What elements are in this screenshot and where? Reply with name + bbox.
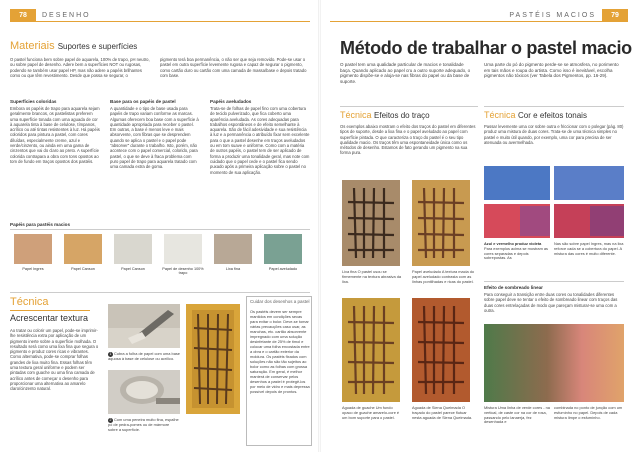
col-b-text: A quantidade e o tipo de base usada para papéis de trapo variam conforme as marcas. Algumas oferecem boa base com a superfície à quantidade apropriada para receber o pastel. Em outras, a base é menos leve e mais absorvente, com fibras que se desprendem quando se aplica o pastel e o papel pode "absorver" durante o trabalho. Isto, porém, não acontece com o papel comercial, colorido, para pastel, o que se deve à fraca problema com puro papel de trapo para aquarela tratado com uma camada extra de goma.: [110, 106, 199, 170]
azul-verm-caption2: Nas são sobre papel Ingres, mas na lixa reforce cada se a cobertura do papel. A mistura das cores é muito diferente.: [554, 241, 624, 256]
aveludado-sample-photo: [412, 180, 470, 266]
step2-photo: [108, 370, 180, 414]
step1-number-icon: 1: [109, 352, 112, 356]
aveludado-caption: Papel aveludado A textura macia do papel aveludado contrasta com as linhas pontilhadas e ricas do pastel.: [412, 269, 475, 284]
tecnica1-subtitle: Efeitos do traço: [374, 111, 430, 120]
swatch-label: Papel Canson: [71, 267, 95, 271]
left-page-header: [10, 9, 310, 21]
tecnica1-rule: [340, 106, 478, 107]
tecnica1-text: Os exemplos abaixo mostram o efeito dos traços do pastel em diferentes tipos de suporte, desde a lixa fina e o papel aveludado ao papel com superfície pintada. O que caracteriza o traço do pastel é o seu tipo qualidade macio. Os traços têm uma espontaneidade única como os métodos de desenho. Estamos de fato gerando um pigmento na sua forma pura.: [340, 124, 476, 156]
col-a-heading: Superfícies coloridas: [10, 99, 57, 104]
tecnica1-title-text: Técnica: [340, 110, 372, 120]
col-a-text: Embora os papéis de trapo para aquarela sejam geralmente brancos, os pastelistas preferem uma superfície tonada com uma aguada de cor à aquarela tinta à base de celulose, tímpanos, acrílico ou até tintas resistentes à luz. Há papéis coloridos para pintura a pastel, com cores diluídas, especialmente creme, azul e verde/cinzento, ou ainda em uma gama de cinzentos que vai do claro ao preto. A superfície colorida contrapara a obra com tons opostos ao tom de fundo em traços opostos dos pastéis.: [10, 106, 100, 164]
azul-verm-caption: [484, 242, 550, 261]
tecnica-subtitle: Acrescentar textura: [10, 313, 89, 323]
tecnica1-title: [340, 110, 430, 120]
tecnica2-text: Passar levemente uma cor sobre outra e friccionar com o polegar (pág. 80) produz uma mistura de duas cores. Trata-se de uma técnica simples no pastel e muito útil quando, por exemplo, uma cor para precisa de ser atenuada ou avermelhada.: [484, 124, 624, 145]
materiais-title-text: Materiais: [10, 40, 55, 52]
right-page-header: [330, 9, 628, 21]
swatch-3: [164, 234, 202, 264]
intro-col2: pigmento terá boa permanência, o não ser que seja removido. Pode-se usar o pastel em outra superfície levemente rugosa e capaz de segurar o pigmento, como cartão duro ou cartão com uma camada de massa/base e depois tratado com base.: [160, 57, 307, 78]
left-page-number: 78: [10, 9, 36, 21]
guache-sample-photo: [342, 298, 400, 402]
swatch-label: Papel de desenho 100% trapo: [162, 267, 204, 275]
step1-caption: [108, 352, 180, 362]
swatch-1: [64, 234, 102, 264]
tecnica2-title-text: Técnica: [484, 110, 516, 120]
tecnica-title: Técnica: [10, 296, 49, 308]
cuidar-title: Cuidar dos desenhos a pastel: [250, 299, 310, 304]
swatch-4: [214, 234, 252, 264]
step1-caption-text: Cubra a folha de papel com uma base aquosa à base de celulose ou acrílico.: [108, 351, 180, 361]
tecnica-title-rule: [10, 310, 90, 311]
swatch-label: Papel Canson: [121, 267, 145, 271]
lixa-caption: Lixa fina O pastel usou se firmemente na textura abrasiva da lixa.: [342, 269, 402, 284]
textured-pastel-photo: [186, 304, 240, 414]
mistura-caption: Mistura Uma linha de verde cores - na vertical, de caste cor na cor de rosa, passando pelo lanaerja, fez desenhada e: [484, 405, 550, 425]
col-b-heading: Base para os papéis de pastel: [110, 99, 176, 104]
tecnica-top-rule: [10, 292, 310, 293]
cuidar-text: Os pastéis devem ser sempre mantidos em condições secas para evitar o bolor. Deve-se tomar várias precauções caso usar, as manchas, etc. cartão absorvente impregnado com uma solução desinfetante de 25% de timol e colocar uma folha encostada entre a obra e o cartão exterior da moldura. Os pastéis fixados com soluções não são tão sujeitos ao bolor como as folhas com grossa saturação. Em geral, é melhor manterá de conservar pelos desenhos a pastel é protegê-los por meio de vidro e mais depressa possível depois de prontos.: [250, 309, 310, 394]
azul-verm-caption-title: Azul e vermelho produz violeta: [484, 241, 542, 246]
right-header-rule: [330, 21, 628, 22]
swatch-2: [114, 234, 152, 264]
col-c-text: Trata-se de folhas de papel fino com uma cobertura de tecido pulverizado, que fica coberto uma aparência aveludada. As cores adequadas para trabalhos espontâneos e de efeito semelhante à aquarela. São de fácil adesividade e sua resistência à luz e a permanência o atribuído fixar sem excelente para o que a pastel desenhe em traços aveludados ou em tom suave e uniforme. Como com a matéria de outros papéis, o pastel tem de ser aplicado de forma a produzir uma tonalidade geral, mas note com cuidado que o papel cede e o pastel fica sendo puxado após a primeira aplicação sobre o pastel no momento de sua aplicação.: [210, 106, 310, 175]
step1-photo: [108, 304, 180, 348]
left-running-head: DESENHO: [42, 11, 91, 19]
efeito-heading: Efeito de sombreado linear: [484, 285, 543, 290]
right-page-number: 79: [602, 9, 628, 21]
tecnica-text: Ao tratar ou colorir um papel, pode-se imprimir-lhe resistência extra por aplicação de um pigmento inerte sobre a superfície molhada. O resultado será como uma lixa fina que segura o pigmento e produz cores ricas e vibrantes. Como alternativa, pode-se comprar folhas grandes de lixa muito fina. Essas folhas têm uma textura geral uniforme e podem ser pintadas com guache ou uma fina camada de acrílico antes de começar o desenho para proporcionar uma alternativa ao amarelo claro/cinzento natural.: [10, 328, 99, 392]
mistura-caption2: combinada no ponto de junção com um esfumínho no papel. Depois de cada mistura limpe o esfumínho.: [554, 405, 623, 420]
azul-verm-caption-text: Para exemplos acima se mostram as cores separadas e depois sobrepostas. As: [484, 245, 549, 261]
swatch-rule: [10, 229, 310, 230]
swatch-label: Papel Ingres: [22, 267, 44, 271]
materiais-subtitle: Suportes e superfícies: [57, 42, 138, 51]
left-header-rule: [10, 21, 310, 22]
swatch-label: Papel aveludado: [268, 267, 298, 271]
intro-col1: O pastel funciona bem sobre papel de aquarela, 100% de trapo, pH neutro, ou sobre papel de desenho. Adere bem a superfícies NOT ou rugosas, podendo se também usar papel HP, mas não adere a papéis brilhantes como ou que têm revestimento. Desde que possa se segurar, o: [10, 57, 150, 78]
swatch-0: [14, 234, 52, 264]
siena-caption: Aguada de Siena Queimada O traçado do pastel parece flutuar nesta aguada de Siena Queimada.: [412, 405, 473, 420]
right-intro-left: O pastel tem uma qualidade particular de macios e tonalidade baça. Quando aplicado ao papel cru a outro suporte adequado, o pigmento dispõe-se e aloja-se nas fibras do papel ou da base de suporte.: [340, 62, 471, 85]
step2-caption: [108, 418, 180, 433]
right-running-head: PASTÉIS MACIOS: [509, 11, 596, 19]
swatch-label: Lixa fina: [225, 267, 241, 271]
materiais-title: [10, 40, 137, 52]
tecnica2-subtitle: Cor e efeitos tonais: [518, 111, 587, 120]
right-intro-right: Uma parte do pó do pigmento perde-se se atmosfera, no porimento em tais mãos e roupa do artista. Como isso é inevitável, escolha pigmentos não tóxicos (ver Tabela dos Pigmentos, pp. 16-29).: [484, 62, 619, 79]
lixa-sample-photo: [342, 180, 400, 266]
swatch-heading: Papéis para pastéis macios: [10, 222, 71, 227]
step2-caption-text: Com uma peneira muito fina, espalhe pó de pedra-pomes ou de mármore sobre a superfície.: [108, 417, 179, 432]
step2-number-icon: 2: [109, 418, 112, 422]
blue-red-swatches: [484, 166, 624, 238]
efeito-text: Para conseguir a transição entre duas cores ou tonalidades diferentes sobre papel deve se tentar o efeito de sombreado linear com traços das duas cores entrelaçadas de modo que pareçam misturar-se uma com a outra.: [484, 292, 618, 313]
tecnica2-rule: [484, 106, 624, 107]
col-c-heading: Papéis aveludados: [210, 99, 252, 104]
tecnica2-title: [484, 110, 587, 120]
blend-strip: [484, 324, 624, 402]
right-page-title: Método de trabalhar o pastel macio: [340, 38, 632, 58]
siena-sample-photo: [412, 298, 470, 402]
guache-caption: Aguada de guache Um fundo opaco de guache amarelo-ocre é um bom suporte para o pastel.: [342, 405, 400, 420]
page-gutter: [318, 0, 321, 452]
swatch-5: [264, 234, 302, 264]
efeito-rule: [484, 281, 624, 282]
